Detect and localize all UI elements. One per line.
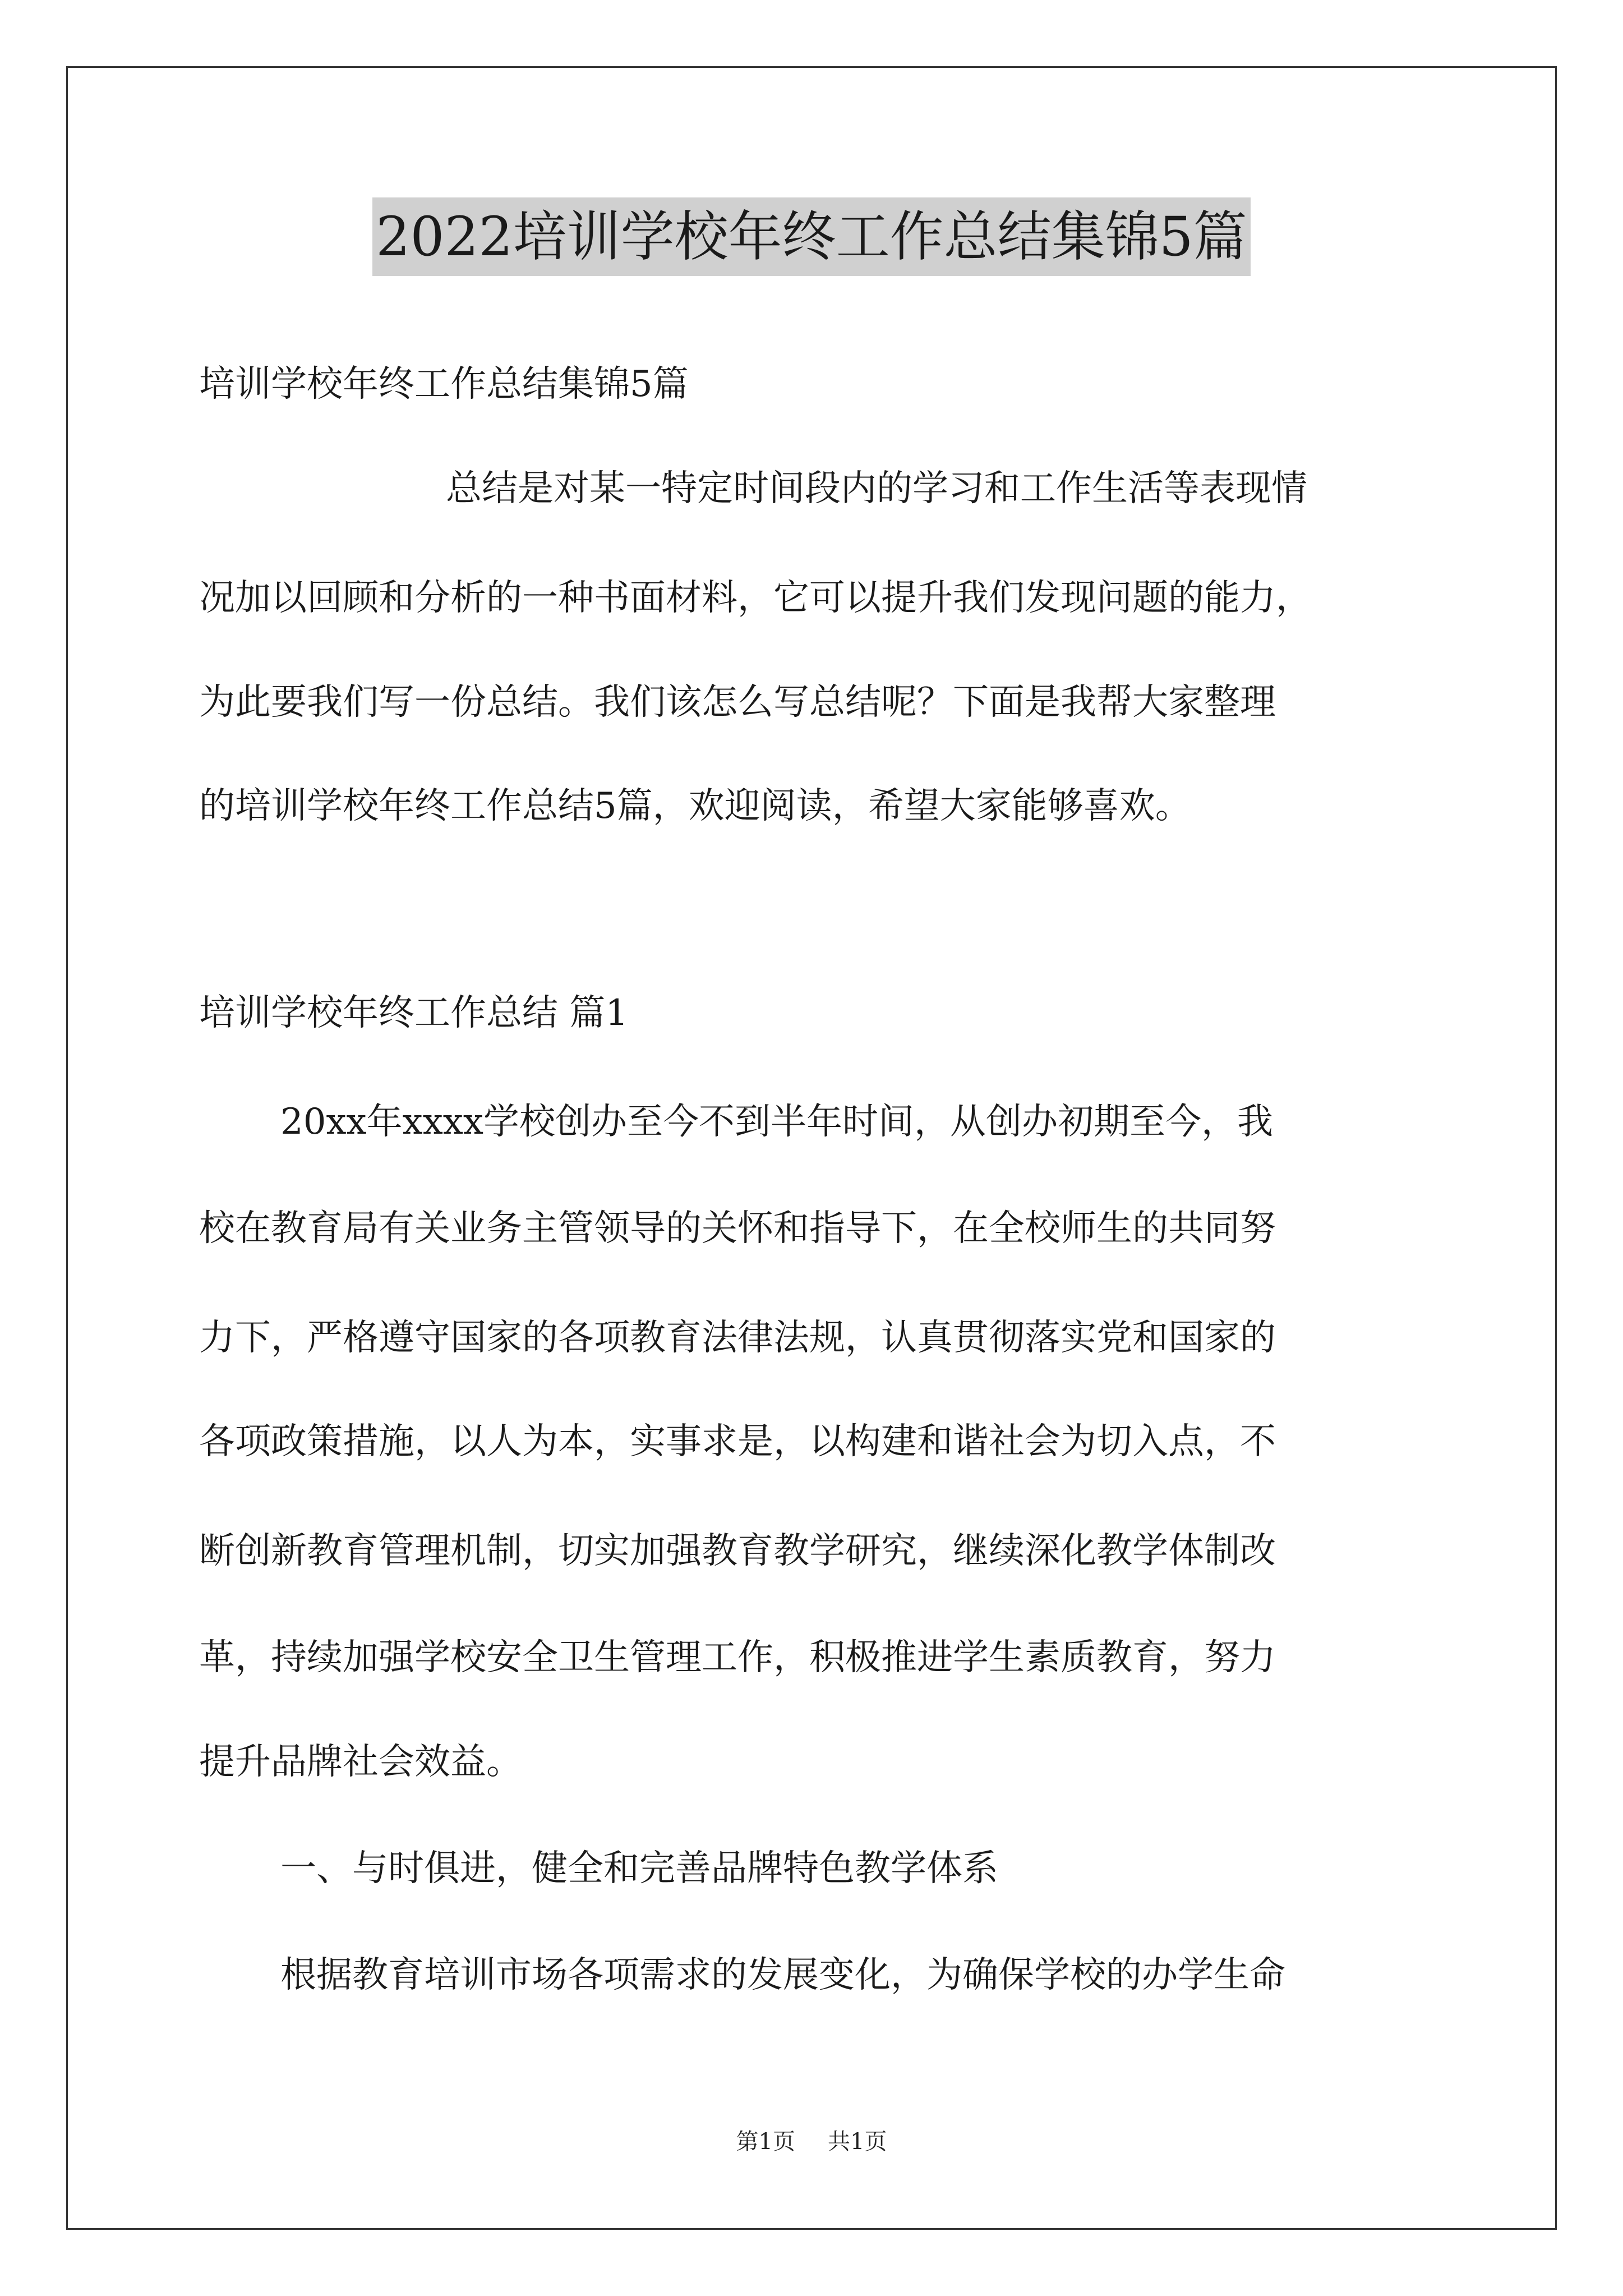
section-heading: 培训学校年终工作总结 篇1 — [199, 992, 629, 1034]
page-current: 第1页 — [736, 2129, 795, 2155]
title-block — [0, 197, 1623, 276]
page-footer — [0, 2125, 1623, 2159]
intro-line: 为此要我们写一份总结。我们该怎么写总结呢？下面是我帮大家整理 — [199, 682, 1276, 723]
intro-line: 况加以回顾和分析的一种书面材料，它可以提升我们发现问题的能力， — [199, 577, 1312, 619]
intro-line: 的培训学校年终工作总结5篇，欢迎阅读，希望大家能够喜欢。 — [199, 785, 1191, 827]
body-line: 断创新教育管理机制，切实加强教育教学研究，继续深化教学体制改 — [199, 1530, 1276, 1572]
body-line: 提升品牌社会效益。 — [199, 1741, 522, 1783]
body-line: 革，持续加强学校安全卫生管理工作，积极推进学生素质教育，努力 — [199, 1637, 1276, 1678]
document-title: 2022培训学校年终工作总结集锦5篇 — [372, 197, 1250, 276]
body-line: 根据教育培训市场各项需求的发展变化，为确保学校的办学生命 — [280, 1954, 1285, 1996]
body-line: 力下，严格遵守国家的各项教育法律法规，认真贯彻落实党和国家的 — [199, 1317, 1276, 1359]
intro-line: 总结是对某一特定时间段内的学习和工作生活等表现情 — [446, 468, 1307, 509]
page-total: 共1页 — [828, 2129, 887, 2155]
body-line: 20xx年xxxx学校创办至今不到半年时间，从创办初期至今，我 — [280, 1101, 1273, 1143]
point-heading: 一、与时俱进，健全和完善品牌特色教学体系 — [280, 1848, 998, 1889]
document-subtitle: 培训学校年终工作总结集锦5篇 — [199, 364, 689, 405]
body-line: 各项政策措施，以人为本，实事求是，以构建和谐社会为切入点，不 — [199, 1421, 1276, 1462]
body-line: 校在教育局有关业务主管领导的关怀和指导下，在全校师生的共同努 — [199, 1208, 1276, 1249]
